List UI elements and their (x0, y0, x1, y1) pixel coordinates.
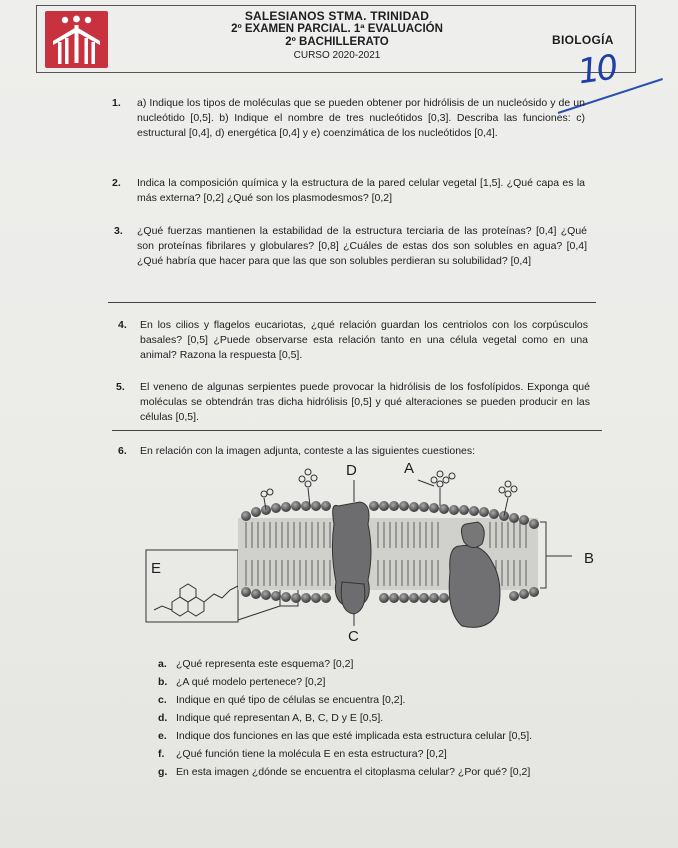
question-number: 3. (114, 225, 123, 237)
question-1-text: a) Indique los tipos de moléculas que se pueden obtener por hidrólisis de un nucleósido y de un nucleótido [0,5]. b) Indique el nombre de tres nucleótidos [0,3]. Describa las funciones: c) estructural [0,4], d) energética [0,4] y e) coenzimática de los nucleótidos [0,4]. (137, 97, 585, 139)
school-year: CURSO 2020-2021 (293, 50, 381, 61)
subquestion-a (158, 657, 353, 671)
question-2-text: Indica la composición química y la estructura de la pared celular vegetal [1,5]. ¿Qué capa es la más externa? [0,2] ¿Qué son los plasmodesmos? [0,2] (137, 177, 585, 204)
subquestion-letter: b. (158, 676, 168, 688)
diagram-label-b: B (584, 550, 595, 567)
subquestion-f (158, 747, 447, 761)
subquestion-c (158, 693, 405, 707)
subquestion-letter: g. (158, 766, 168, 778)
subquestion-d (158, 711, 383, 725)
subquestion-text: ¿A qué modelo pertenece? [0,2] (176, 676, 326, 688)
exam-header (36, 5, 636, 73)
subquestion-b (158, 675, 325, 689)
subquestion-letter: d. (158, 712, 168, 724)
question-number: 6. (118, 445, 127, 457)
subquestion-g (158, 765, 530, 779)
question-number: 4. (118, 319, 127, 331)
subquestion-letter: e. (158, 730, 167, 742)
question-5-text: El veneno de algunas serpientes puede provocar la hidrólisis de los fosfolípidos. Exponga qué moléculas se obtendrán tras dicha hidrólisis [0,5] y qué alteraciones se pueden producir en las células [0,5]. (140, 381, 590, 423)
course-name: 2º BACHILLERATO (285, 36, 389, 48)
subquestion-letter: a. (158, 658, 167, 670)
subquestion-text: ¿Qué representa este esquema? [0,2] (176, 658, 354, 670)
diagram-label-e: E (151, 560, 162, 577)
question-number: 1. (112, 97, 121, 109)
diagram-label-a: A (404, 460, 415, 477)
question-number: 2. (112, 177, 121, 189)
subquestion-text: ¿Qué función tiene la molécula E en esta estructura? [0,2] (176, 748, 447, 760)
question-3-text: ¿Qué fuerzas mantienen la estabilidad de la estructura terciaria de las proteínas? [0,4] ¿Qué son proteínas fibrilares y globulares? [0,8] ¿Cuáles de estas dos son solubles en agua? [0,4] ¿Qué habría que hacer para que las que son solubles perdieran su solubilidad? [0,4] (137, 225, 587, 267)
exam-title: 2º EXAMEN PARCIAL. 1ª EVALUACIÓN (231, 23, 443, 35)
diagram-label-c: C (348, 628, 359, 645)
question-6-text: En relación con la imagen adjunta, conteste a las siguientes cuestiones: (140, 445, 476, 457)
section-divider (112, 430, 602, 431)
section-divider (108, 302, 596, 303)
diagram-label-d: D (346, 462, 357, 479)
subquestion-text: En esta imagen ¿dónde se encuentra el citoplasma celular? ¿Por qué? [0,2] (176, 766, 531, 778)
school-name: SALESIANOS STMA. TRINIDAD (244, 9, 430, 23)
subquestion-text: Indique qué representan A, B, C, D y E [0,5]. (176, 712, 384, 724)
subquestion-letter: c. (158, 694, 167, 706)
subquestion-text: Indique en qué tipo de células se encuentra [0,2]. (176, 694, 406, 706)
subquestion-letter: f. (158, 748, 165, 760)
subject-name: BIOLOGÍA (552, 33, 614, 47)
cell-membrane-diagram (142, 462, 602, 652)
subquestion-text: Indique dos funciones en las que esté implicada esta estructura celular [0,5]. (176, 730, 533, 742)
subquestion-e (158, 729, 532, 743)
handwritten-grade: 10 (575, 47, 618, 93)
school-logo (45, 11, 108, 68)
question-4-text: En los cilios y flagelos eucariotas, ¿qué relación guardan los centriolos con los corpúsculos basales? [0,5] ¿Puede observarse esta relación tanto en una célula vegetal como en una animal? Razona la respuesta [0,5]. (140, 319, 588, 361)
question-number: 5. (116, 381, 125, 393)
